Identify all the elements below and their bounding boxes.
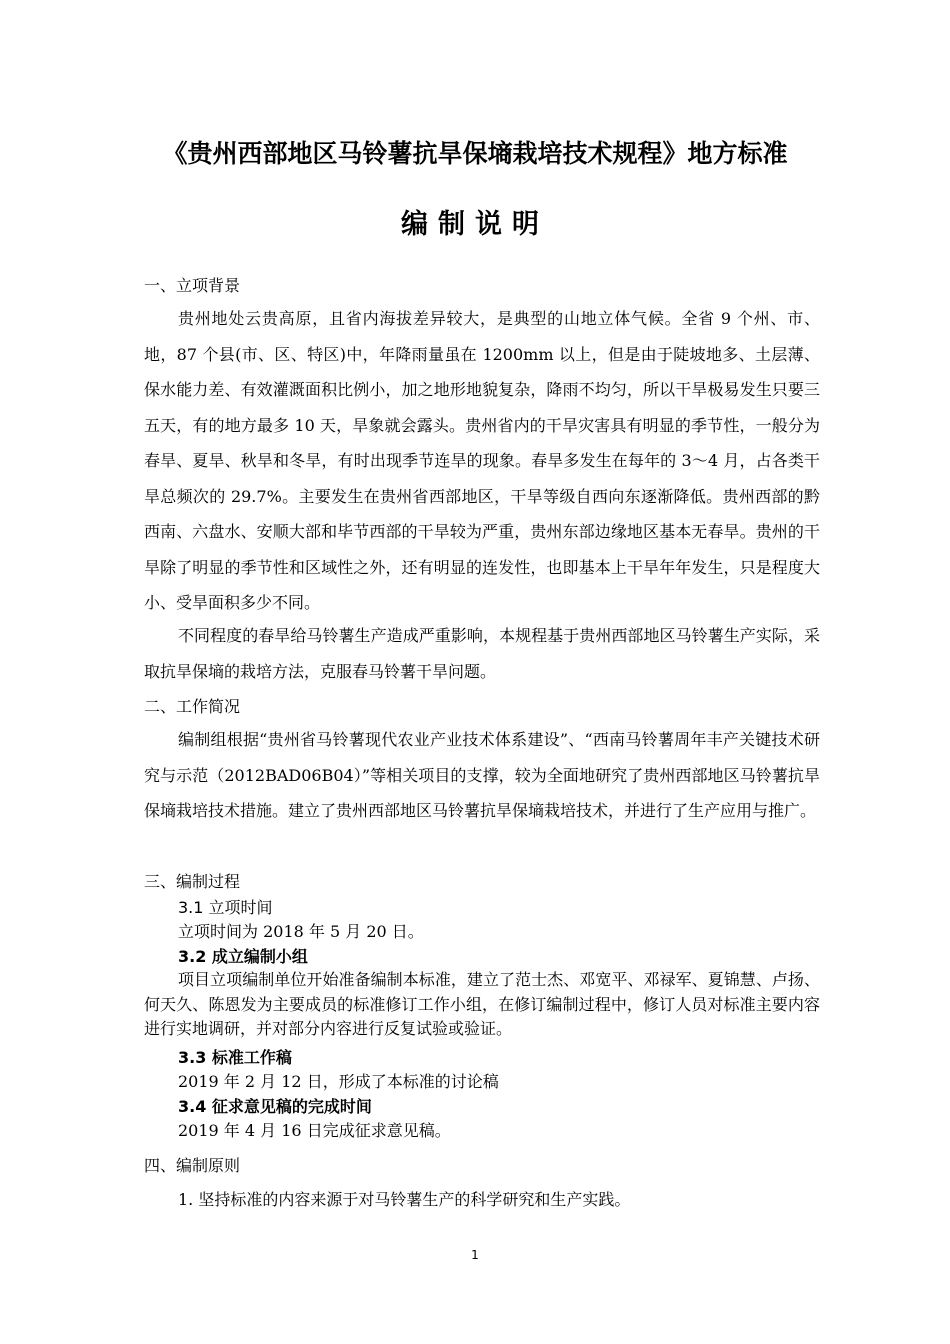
document-subtitle: 编制说明 bbox=[401, 209, 549, 240]
principle-item-1: 1. 坚持标准的内容来源于对马铃薯生产的科学研究和生产实践。 bbox=[178, 1190, 631, 1209]
subsection-text-3-1: 立项时间为 2018 年 5 月 20 日。 bbox=[178, 922, 424, 941]
paragraph-work-summary: 编制组根据“贵州省马铃薯现代农业产业技术体系建设”、“西南马铃薯周年丰产关键技术研究与示范（2012BAD06B04）”等相关项目的支撑，较为全面地研究了贵州西部地区马铃薯抗旱保墒栽培技术措施。建立了贵州西部地区马铃薯抗旱保墒栽培技术，并进行了生产应用与推广。 bbox=[144, 730, 820, 820]
subsection-text-3-4: 2019 年 4 月 16 日完成征求意见稿。 bbox=[178, 1121, 451, 1140]
paragraph-background-2: 不同程度的春旱给马铃薯生产造成严重影响，本规程基于贵州西部地区马铃薯生产实际，采取抗旱保墒的栽培方法，克服春马铃薯干旱问题。 bbox=[144, 626, 820, 681]
subsection-heading-3-1: 3.1 立项时间 bbox=[178, 898, 273, 917]
subsection-text-3-2: 项目立项编制单位开始准备编制本标准，建立了范士杰、邓宽平、邓禄军、夏锦慧、卢扬、何天久、陈恩发为主要成员的标准修订工作小组，在修订编制过程中，修订人员对标准主要内容进行实地调研，并对部分内容进行反复试验或验证。 bbox=[144, 970, 820, 1038]
section-heading-process: 三、编制过程 bbox=[144, 872, 241, 891]
subsection-heading-3-2: 3.2 成立编制小组 bbox=[178, 947, 308, 966]
subsection-text-3-3: 2019 年 2 月 12 日，形成了本标准的讨论稿 bbox=[178, 1072, 499, 1091]
document-title: 《贵州西部地区马铃薯抗旱保墒栽培技术规程》地方标准 bbox=[162, 139, 788, 168]
subsection-heading-3-3: 3.3 标准工作稿 bbox=[178, 1048, 292, 1067]
page-number: 1 bbox=[471, 1248, 479, 1262]
paragraph-background-1: 贵州地处云贵高原，且省内海拔差异较大，是典型的山地立体气候。全省 9 个州、市、地，87 个县(市、区、特区)中，年降雨量虽在 1200mm 以上，但是由于陡坡地多、土层薄、保水能力差、有效灌溉面积比例小，加之地形地貌复杂，降雨不均匀，所以干旱极易发生只要三五天，有的地方最多 10 天，旱象就会露头。贵州省内的干旱灾害具有明显的季节性，一般分为春旱、夏旱、秋旱和冬旱，有时出现季节连旱的现象。春旱多发生在每年的 3～4 月，占各类干旱总频次的 29.7%。主要发生在贵州省西部地区，干旱等级自西向东逐渐降低。贵州西部的黔西南、六盘水、安顺大部和毕节西部的干旱较为严重，贵州东部边缘地区基本无春旱。贵州的干旱除了明显的季节性和区域性之外，还有明显的连发性，也即基本上干旱年年发生，只是程度大小、受旱面积多少不同。 bbox=[144, 309, 820, 612]
section-heading-background: 一、立项背景 bbox=[144, 276, 241, 295]
section-heading-principles: 四、编制原则 bbox=[144, 1156, 241, 1175]
section-heading-work-summary: 二、工作简况 bbox=[144, 697, 241, 716]
subsection-heading-3-4: 3.4 征求意见稿的完成时间 bbox=[178, 1097, 372, 1116]
